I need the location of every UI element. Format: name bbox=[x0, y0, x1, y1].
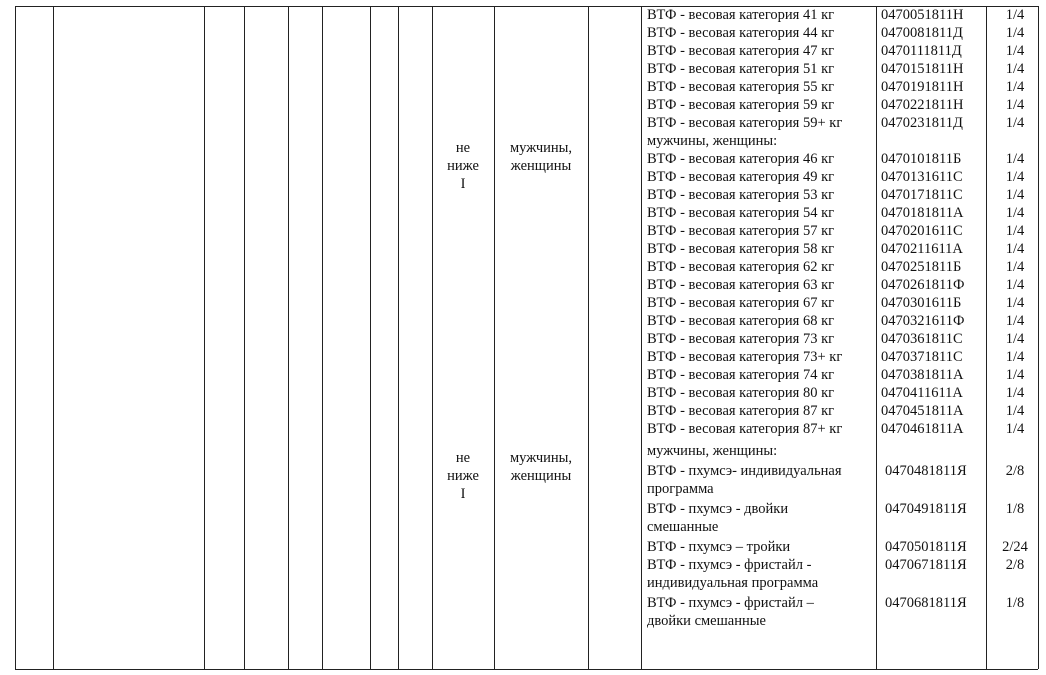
discipline-name: ВТФ - весовая категория 87+ кг bbox=[647, 421, 843, 437]
discipline-code: 0470491811Я bbox=[885, 501, 967, 517]
discipline-fraction: 1/4 bbox=[1005, 385, 1025, 401]
rank-label: не ниже I bbox=[447, 140, 479, 192]
discipline-name: ВТФ - пхумсэ – тройки bbox=[647, 539, 791, 555]
col-line bbox=[494, 6, 495, 669]
discipline-code: 0470681811Я bbox=[885, 595, 967, 611]
discipline-name: ВТФ - весовая категория 74 кг bbox=[647, 367, 835, 383]
group-header: мужчины, женщины: bbox=[647, 443, 778, 459]
discipline-code: 0470301611Б bbox=[881, 295, 962, 311]
discipline-name: ВТФ - весовая категория 80 кг bbox=[647, 385, 835, 401]
discipline-fraction: 1/4 bbox=[1005, 79, 1025, 95]
discipline-code: 0470461811А bbox=[881, 421, 964, 437]
discipline-name: ВТФ - весовая категория 53 кг bbox=[647, 187, 835, 203]
discipline-code: 0470111811Д bbox=[881, 43, 962, 59]
discipline-fraction: 1/4 bbox=[1005, 223, 1025, 239]
discipline-fraction: 1/4 bbox=[1005, 169, 1025, 185]
col-line bbox=[588, 6, 589, 669]
col-line bbox=[432, 6, 433, 669]
discipline-name: ВТФ - весовая категория 62 кг bbox=[647, 259, 835, 275]
discipline-code: 0470231811Д bbox=[881, 115, 963, 131]
discipline-fraction: 1/4 bbox=[1005, 151, 1025, 167]
discipline-code: 0470191811Н bbox=[881, 79, 964, 95]
discipline-name: ВТФ - весовая категория 49 кг bbox=[647, 169, 835, 185]
discipline-fraction: 1/4 bbox=[1005, 115, 1025, 131]
discipline-fraction: 1/4 bbox=[1005, 25, 1025, 41]
discipline-code: 0470501811Я bbox=[885, 539, 967, 555]
discipline-name: ВТФ - весовая категория 68 кг bbox=[647, 313, 835, 329]
discipline-code: 0470451811А bbox=[881, 403, 964, 419]
discipline-fraction: 1/4 bbox=[1005, 259, 1025, 275]
col-line bbox=[398, 6, 399, 669]
col-line bbox=[641, 6, 642, 669]
discipline-name: ВТФ - весовая категория 59+ кг bbox=[647, 115, 843, 131]
col-line bbox=[370, 6, 371, 669]
discipline-fraction: 1/4 bbox=[1005, 403, 1025, 419]
discipline-code: 0470671811Я bbox=[885, 557, 967, 573]
discipline-name: ВТФ - весовая категория 73 кг bbox=[647, 331, 835, 347]
discipline-code: 0470131611С bbox=[881, 169, 963, 185]
discipline-fraction: 1/4 bbox=[1005, 367, 1025, 383]
discipline-code: 0470171811С bbox=[881, 187, 963, 203]
discipline-fraction: 1/4 bbox=[1005, 241, 1025, 257]
discipline-name: ВТФ - весовая категория 73+ кг bbox=[647, 349, 843, 365]
discipline-code: 0470211611А bbox=[881, 241, 963, 257]
discipline-name: ВТФ - весовая категория 41 кг bbox=[647, 7, 835, 23]
discipline-name: ВТФ - пхумсэ - фристайл - индивидуальная программа bbox=[647, 557, 819, 591]
discipline-fraction: 1/8 bbox=[1005, 595, 1025, 611]
discipline-fraction: 1/4 bbox=[1005, 7, 1025, 23]
discipline-fraction: 2/8 bbox=[1005, 557, 1025, 573]
discipline-fraction: 1/4 bbox=[1005, 331, 1025, 347]
col-line bbox=[15, 6, 16, 669]
discipline-code: 0470201611С bbox=[881, 223, 963, 239]
discipline-name: ВТФ - весовая категория 44 кг bbox=[647, 25, 835, 41]
discipline-code: 0470371811С bbox=[881, 349, 963, 365]
discipline-name: ВТФ - весовая категория 57 кг bbox=[647, 223, 835, 239]
discipline-code: 0470411611А bbox=[881, 385, 963, 401]
col-line bbox=[244, 6, 245, 669]
gender-label: мужчины, женщины bbox=[509, 140, 573, 174]
discipline-code: 0470261811Ф bbox=[881, 277, 965, 293]
discipline-fraction: 1/4 bbox=[1005, 349, 1025, 365]
discipline-fraction: 1/4 bbox=[1005, 187, 1025, 203]
col-line bbox=[53, 6, 54, 669]
discipline-name: ВТФ - весовая категория 58 кг bbox=[647, 241, 835, 257]
discipline-fraction: 1/4 bbox=[1005, 61, 1025, 77]
discipline-code: 0470181811А bbox=[881, 205, 964, 221]
table-bottom-border bbox=[15, 669, 1038, 670]
discipline-name: ВТФ - пхумсэ - фристайл – двойки смешанные bbox=[647, 595, 814, 629]
group-header: мужчины, женщины: bbox=[647, 133, 778, 149]
discipline-name: ВТФ - весовая категория 55 кг bbox=[647, 79, 835, 95]
discipline-name: ВТФ - весовая категория 46 кг bbox=[647, 151, 835, 167]
discipline-fraction: 1/4 bbox=[1005, 205, 1025, 221]
discipline-code: 0470381811А bbox=[881, 367, 964, 383]
discipline-code: 0470081811Д bbox=[881, 25, 963, 41]
discipline-code: 0470051811Н bbox=[881, 7, 964, 23]
discipline-fraction: 1/4 bbox=[1005, 313, 1025, 329]
discipline-code: 0470251811Б bbox=[881, 259, 962, 275]
rank-label: не ниже I bbox=[447, 450, 479, 502]
col-line bbox=[876, 6, 877, 669]
discipline-fraction: 1/8 bbox=[1005, 501, 1025, 517]
discipline-fraction: 1/4 bbox=[1005, 97, 1025, 113]
discipline-name: ВТФ - весовая категория 59 кг bbox=[647, 97, 835, 113]
discipline-name: ВТФ - пхумсэ- индивидуальная программа bbox=[647, 463, 842, 497]
discipline-fraction: 1/4 bbox=[1005, 421, 1025, 437]
discipline-name: ВТФ - весовая категория 63 кг bbox=[647, 277, 835, 293]
discipline-fraction: 1/4 bbox=[1005, 295, 1025, 311]
discipline-code: 0470151811Н bbox=[881, 61, 964, 77]
discipline-code: 0470321611Ф bbox=[881, 313, 965, 329]
discipline-name: ВТФ - весовая категория 51 кг bbox=[647, 61, 835, 77]
discipline-code: 0470221811Н bbox=[881, 97, 964, 113]
col-line bbox=[204, 6, 205, 669]
discipline-name: ВТФ - весовая категория 54 кг bbox=[647, 205, 835, 221]
discipline-code: 0470101811Б bbox=[881, 151, 962, 167]
gender-label: мужчины, женщины bbox=[509, 450, 573, 484]
discipline-name: ВТФ - весовая категория 67 кг bbox=[647, 295, 835, 311]
col-line bbox=[288, 6, 289, 669]
discipline-name: ВТФ - весовая категория 87 кг bbox=[647, 403, 835, 419]
discipline-fraction: 2/24 bbox=[1002, 539, 1028, 555]
discipline-code: 0470481811Я bbox=[885, 463, 967, 479]
discipline-name: ВТФ - пхумсэ - двойки смешанные bbox=[647, 501, 789, 535]
col-line bbox=[322, 6, 323, 669]
discipline-name: ВТФ - весовая категория 47 кг bbox=[647, 43, 835, 59]
discipline-fraction: 1/4 bbox=[1005, 277, 1025, 293]
discipline-fraction: 2/8 bbox=[1005, 463, 1025, 479]
discipline-code: 0470361811С bbox=[881, 331, 963, 347]
discipline-fraction: 1/4 bbox=[1005, 43, 1025, 59]
